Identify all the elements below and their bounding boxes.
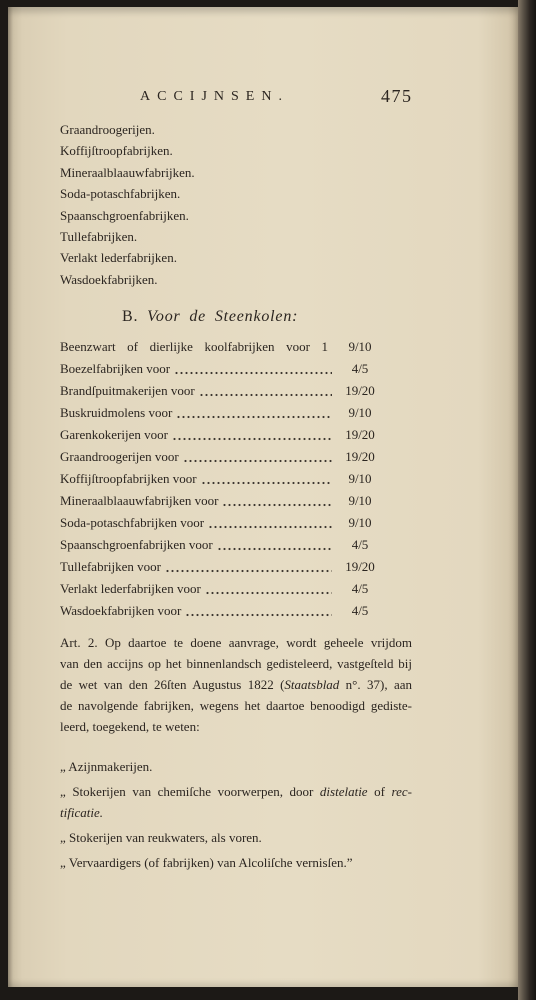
article-2-paragraph: [60, 632, 412, 737]
row-label: Spaanschgroenfabrijken voor: [60, 537, 213, 552]
list-item: Tullefabrijken.: [60, 229, 138, 245]
table-row: [60, 446, 380, 468]
italic-term: distelatie: [319, 784, 368, 799]
table-row: [60, 512, 380, 534]
table-row: [60, 600, 380, 622]
row-label: Graandroogerijen voor: [60, 449, 179, 464]
list-item: Spaanschgroenfabrijken.: [60, 207, 189, 223]
quoted-items: [60, 756, 412, 877]
list-item: Soda-potaschfabrijken.: [60, 186, 181, 202]
table-row: [60, 358, 380, 380]
item-line: [60, 781, 412, 802]
row-value: 4/5: [351, 581, 369, 596]
dot-leader: [176, 402, 332, 424]
running-head: ACCIJNSEN.: [140, 89, 289, 104]
table-row: [60, 556, 380, 578]
table-row: [60, 424, 380, 446]
row-label: Boezelfabrijken voor: [60, 361, 171, 376]
table-row: [60, 336, 380, 358]
row-value: 19/20: [345, 383, 375, 398]
row-value: 4/5: [351, 603, 369, 618]
paragraph-line: de navolgende fabrijken, wegens het daartoe benoodigd gediste-: [60, 698, 412, 713]
section-heading: [122, 306, 298, 328]
line-text: n°. 37), aan: [339, 677, 412, 692]
quoted-item: „ Stokerijen van reukwaters, als voren.: [60, 830, 262, 845]
row-label: Garenkokerijen voor: [60, 427, 168, 442]
row-label: Beenzwart of dierlijke koolfabrijken voor 1: [60, 339, 328, 354]
paragraph-line: leerd, toegekend, te weten:: [60, 719, 200, 734]
paragraph-line: Art. 2. Op daartoe te doene aanvrage, wordt geheele vrijdom: [60, 635, 412, 650]
row-value: 4/5: [351, 537, 369, 552]
quoted-item: „ Azijnmakerijen.: [60, 759, 153, 774]
line-text: de wet van den 26ſten Augustus 1822 (: [60, 677, 285, 692]
paragraph-line: [60, 674, 412, 695]
row-label: Wasdoekfabrijken voor: [60, 603, 182, 618]
row-label: Brandſpuitmakerijen voor: [60, 383, 195, 398]
dot-leader: [165, 556, 332, 578]
line-text: „ Stokerijen van chemiſche voorwerpen, door: [60, 784, 320, 799]
table-row: [60, 468, 380, 490]
table-row: [60, 578, 380, 600]
row-label: Tullefabrijken voor: [60, 559, 161, 574]
row-value: 19/20: [345, 449, 375, 464]
row-label: Koffijſtroopfabrijken voor: [60, 471, 197, 486]
table-row: [60, 402, 380, 424]
factory-list: [60, 119, 195, 290]
dot-leader: [174, 358, 332, 380]
dot-leader: [183, 446, 332, 468]
dot-leader: [205, 578, 332, 600]
list-item: Koffijſtroopfabrijken.: [60, 143, 173, 159]
list-item: Verlakt lederfabrijken.: [60, 250, 177, 266]
list-item: Graandroogerijen.: [60, 122, 155, 137]
dot-leader: [222, 490, 332, 512]
section-label: B.: [122, 308, 139, 325]
item-line: tificatie.: [60, 805, 103, 820]
dot-leader: [217, 534, 332, 556]
row-value: 9/10: [348, 493, 372, 508]
quoted-item: [60, 781, 412, 823]
italic-term: rec-: [391, 784, 412, 799]
dot-leader: [172, 424, 332, 446]
row-label: Buskruidmolens voor: [60, 405, 173, 420]
dot-leader: [208, 512, 332, 534]
page-number: 475: [381, 86, 413, 106]
row-label: Soda-potaschfabrijken voor: [60, 515, 205, 530]
table-row: [60, 490, 380, 512]
row-value: 4/5: [351, 361, 369, 376]
dot-leader: [199, 380, 332, 402]
row-label: Verlakt lederfabrijken voor: [60, 581, 201, 596]
table-row: [60, 534, 380, 556]
row-value: 9/10: [348, 339, 372, 354]
paragraph-line: van den accijns op het binnenlandsch gedisteleerd, vastgeſteld bij: [60, 656, 412, 671]
quoted-item: „ Vervaardigers (of fabrijken) van Alcoliſche vernisſen.”: [60, 855, 353, 870]
row-label: Mineraalblaauwfabrijken voor: [60, 493, 219, 508]
rate-table: [60, 336, 380, 622]
table-row: [60, 380, 380, 402]
list-item: Wasdoekfabrijken.: [60, 271, 158, 287]
row-value: 9/10: [348, 471, 372, 486]
row-value: 9/10: [348, 405, 372, 420]
row-value: 19/20: [345, 427, 375, 442]
section-title: Voor de Steenkolen:: [147, 308, 299, 325]
dot-leader: [201, 468, 332, 490]
page-edge-shadow: [518, 0, 536, 1000]
staatsblad-citation: Staatsblad: [284, 677, 340, 692]
list-item: Mineraalblaauwfabrijken.: [60, 164, 195, 180]
dot-leader: [185, 600, 332, 622]
row-value: 9/10: [348, 515, 372, 530]
line-text: of: [367, 784, 392, 799]
row-value: 19/20: [345, 559, 375, 574]
